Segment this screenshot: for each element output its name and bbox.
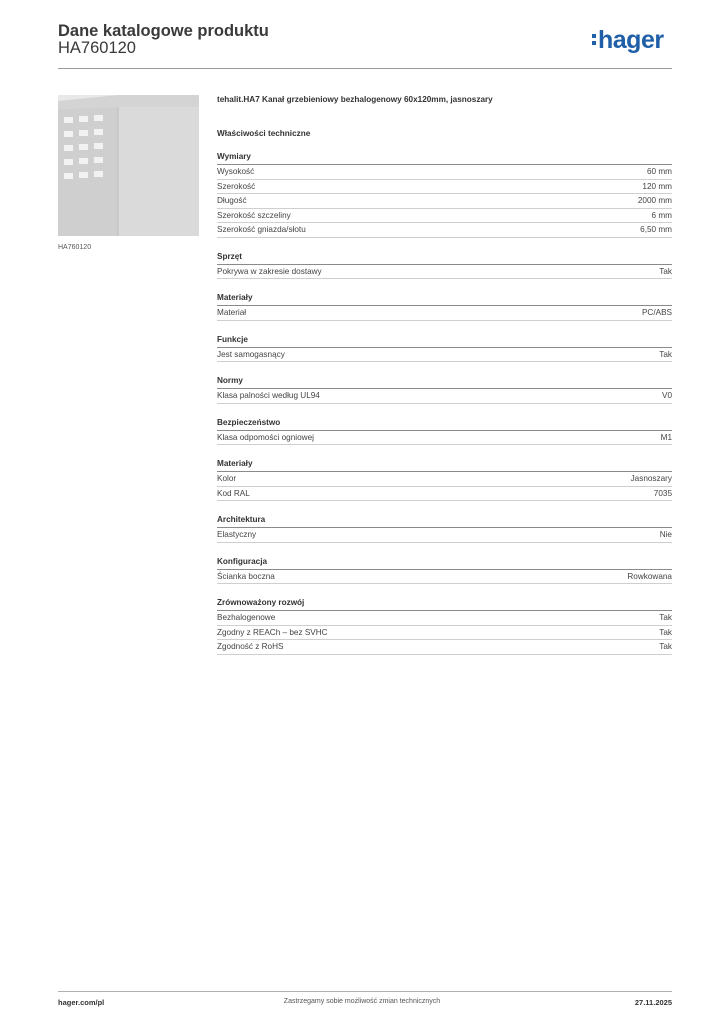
section-title: Sprzęt	[217, 251, 672, 265]
property-value: V0	[661, 391, 672, 400]
property-key: Zgodny z REACh – bez SVHC	[217, 627, 328, 637]
section-title: Normy	[217, 375, 672, 389]
property-section	[217, 251, 672, 280]
property-value: Jasnoszary	[630, 474, 672, 483]
hager-logo	[592, 26, 664, 60]
property-row	[217, 180, 672, 195]
property-row	[217, 389, 672, 404]
property-section	[217, 375, 672, 404]
property-section	[217, 556, 672, 585]
property-key: Szerokość gniazda/słotu	[217, 225, 306, 234]
property-key: Kod RAL	[217, 488, 250, 498]
property-value: M1	[660, 432, 672, 442]
footer-website: hager.com/pl	[58, 998, 105, 1007]
technical-properties-heading: Właściwości techniczne	[217, 129, 311, 138]
property-key: Kolor	[217, 474, 237, 483]
property-row	[217, 209, 672, 224]
property-key: Długość	[217, 196, 247, 205]
property-row	[217, 306, 672, 321]
section-title: Materiały	[217, 458, 672, 472]
property-value: Tak	[659, 349, 672, 359]
property-row	[217, 431, 672, 446]
property-row	[217, 611, 672, 626]
property-row	[217, 265, 672, 280]
property-value: 7035	[653, 488, 672, 498]
property-key: Klasa odpomości ogniowej	[217, 432, 314, 442]
property-key: Pokrywa w zakresie dostawy	[217, 266, 322, 276]
property-key: Ścianka boczna	[217, 571, 275, 581]
property-value: 2000 mm	[637, 196, 672, 205]
property-row	[217, 194, 672, 209]
property-section	[217, 151, 672, 238]
header-divider	[58, 68, 672, 69]
property-section	[217, 334, 672, 363]
section-title: Zrównoważony rozwój	[217, 597, 672, 611]
property-row	[217, 528, 672, 543]
section-title: Wymiary	[217, 151, 672, 165]
property-key: Bezhalogenowe	[217, 613, 276, 622]
property-sections	[217, 151, 672, 655]
property-key: Klasa palności według UL94	[217, 391, 320, 400]
property-value: Nie	[659, 530, 672, 539]
property-value: Tak	[659, 266, 672, 276]
footer-divider	[58, 991, 672, 992]
property-section	[217, 458, 672, 501]
logo-wordmark: hager	[598, 26, 664, 54]
section-title: Bezpieczeństwo	[217, 417, 672, 431]
footer-date: 27.11.2025	[634, 998, 672, 1007]
property-value: Rowkowana	[627, 571, 672, 581]
property-section	[217, 514, 672, 543]
cable-duct-illustration	[58, 95, 199, 236]
property-key: Materiał	[217, 308, 247, 317]
property-key: Szerokość szczeliny	[217, 210, 291, 220]
property-value: 60 mm	[646, 167, 672, 176]
product-image	[58, 95, 199, 236]
section-title: Funkcje	[217, 334, 672, 348]
property-row	[217, 472, 672, 487]
property-value: 6 mm	[651, 210, 672, 220]
section-title: Konfiguracja	[217, 556, 672, 570]
image-caption: HA760120	[58, 244, 92, 251]
property-value: Tak	[659, 613, 672, 622]
page-title: Dane katalogowe produktu	[58, 22, 269, 40]
section-title: Architektura	[217, 514, 672, 528]
property-value: Tak	[659, 627, 672, 637]
property-section	[217, 292, 672, 321]
section-title: Materiały	[217, 292, 672, 306]
property-row	[217, 223, 672, 238]
property-key: Szerokość	[217, 181, 256, 191]
property-row	[217, 626, 672, 641]
property-key: Elastyczny	[217, 530, 257, 539]
property-value: Tak	[659, 642, 672, 651]
property-value: 6,50 mm	[640, 225, 672, 234]
property-row	[217, 570, 672, 585]
property-section	[217, 417, 672, 446]
property-key: Zgodność z RoHS	[217, 642, 284, 651]
property-value: 120 mm	[642, 181, 672, 191]
product-details	[217, 95, 672, 655]
logo-colon-mark	[592, 34, 596, 48]
property-key: Wysokość	[217, 167, 255, 176]
footer-notice: Zastrzegamy sobie możliwość zmian technicznych	[283, 998, 441, 1005]
property-key: Jest samogasnący	[217, 349, 285, 359]
property-row	[217, 640, 672, 655]
property-value: PC/ABS	[641, 308, 672, 317]
property-row	[217, 165, 672, 180]
property-section	[217, 597, 672, 655]
product-code: HA760120	[58, 39, 136, 57]
property-row	[217, 348, 672, 363]
property-row	[217, 487, 672, 502]
product-description: tehalit.HA7 Kanał grzebieniowy bezhalogenowy 60x120mm, jasnoszary	[217, 95, 493, 104]
